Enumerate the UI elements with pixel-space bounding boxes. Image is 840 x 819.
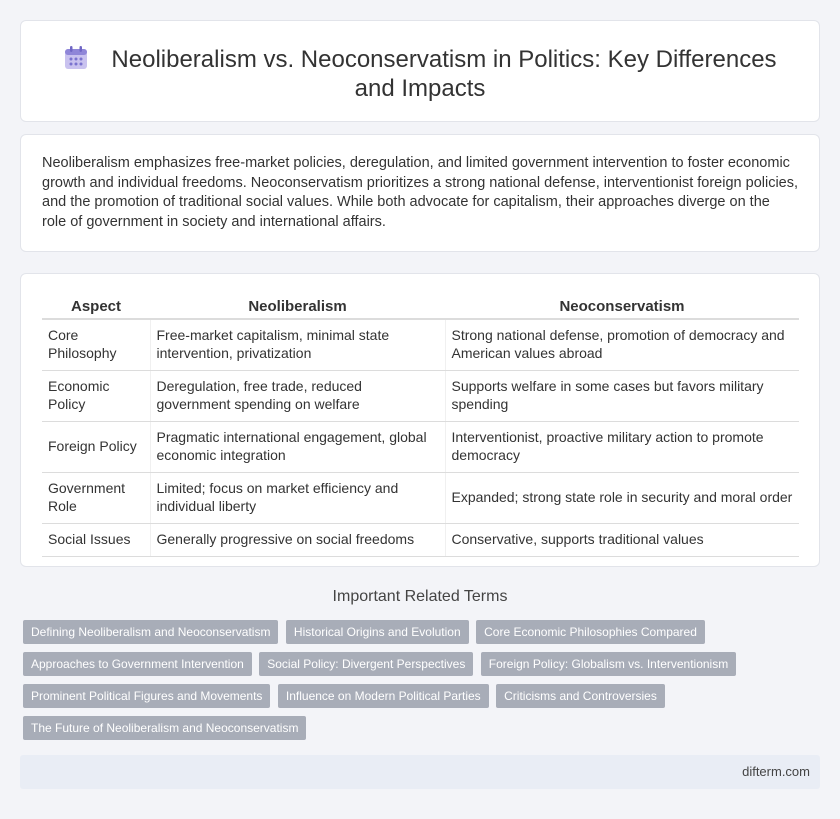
cell-neoliberalism: Limited; focus on market efficiency and individual liberty	[150, 473, 445, 524]
related-tag[interactable]: Defining Neoliberalism and Neoconservatism	[23, 620, 278, 644]
cell-aspect: Government Role	[42, 473, 150, 524]
related-tag[interactable]: Approaches to Government Intervention	[23, 652, 252, 676]
related-tag[interactable]: Influence on Modern Political Parties	[278, 684, 489, 708]
related-tag[interactable]: Historical Origins and Evolution	[286, 620, 469, 644]
table-row	[42, 524, 799, 557]
footer-brand-link[interactable]: difterm.com	[742, 764, 810, 779]
cell-neoliberalism: Free-market capitalism, minimal state intervention, privatization	[150, 319, 445, 371]
related-tags	[23, 620, 743, 748]
cell-aspect: Foreign Policy	[42, 422, 150, 473]
header-neoconservatism: Neoconservatism	[445, 292, 799, 319]
intro-text: Neoliberalism emphasizes free-market policies, deregulation, and limited government intervention to foster economic growth and individual freedoms. Neoconservatism prioritizes a strong national defense, interventionist foreign policies, and the promotion of traditional social values. While both advocate for capitalism, their approaches diverge on the role of government in society and international affairs.	[42, 155, 799, 230]
cell-aspect: Core Philosophy	[42, 319, 150, 371]
related-tag[interactable]: Core Economic Philosophies Compared	[476, 620, 705, 644]
related-terms-title: Important Related Terms	[332, 588, 508, 605]
table-row	[42, 319, 799, 371]
table-row	[42, 422, 799, 473]
intro-card	[20, 134, 820, 252]
header-aspect: Aspect	[42, 292, 150, 319]
cell-neoliberalism: Pragmatic international engagement, global economic integration	[150, 422, 445, 473]
related-tag[interactable]: Foreign Policy: Globalism vs. Interventionism	[481, 652, 736, 676]
cell-neoliberalism: Deregulation, free trade, reduced government spending on welfare	[150, 371, 445, 422]
cell-neoconservatism: Interventionist, proactive military action to promote democracy	[445, 422, 799, 473]
table-header-row	[42, 292, 799, 319]
footer	[20, 755, 820, 789]
related-tag[interactable]: Prominent Political Figures and Movements	[23, 684, 270, 708]
cell-neoliberalism: Generally progressive on social freedoms	[150, 524, 445, 557]
cell-neoconservatism: Expanded; strong state role in security and moral order	[445, 473, 799, 524]
cell-aspect: Social Issues	[42, 524, 150, 557]
table-row	[42, 371, 799, 422]
title-wrap	[61, 45, 779, 103]
comparison-table	[42, 292, 799, 557]
related-tag[interactable]: Social Policy: Divergent Perspectives	[259, 652, 473, 676]
related-tag[interactable]: Criticisms and Controversies	[496, 684, 665, 708]
table-row	[42, 473, 799, 524]
cell-neoconservatism: Supports welfare in some cases but favors military spending	[445, 371, 799, 422]
cell-neoconservatism: Conservative, supports traditional values	[445, 524, 799, 557]
comparison-card	[20, 273, 820, 567]
cell-aspect: Economic Policy	[42, 371, 150, 422]
page-title-text: Neoliberalism vs. Neoconservatism in Politics: Key Differences and Impacts	[111, 46, 777, 102]
header-neoliberalism: Neoliberalism	[150, 292, 445, 319]
page-title	[61, 45, 779, 103]
cell-neoconservatism: Strong national defense, promotion of democracy and American values abroad	[445, 319, 799, 371]
related-tag[interactable]: The Future of Neoliberalism and Neoconservatism	[23, 716, 306, 740]
calendar-icon	[63, 45, 89, 71]
header-card	[20, 20, 820, 122]
